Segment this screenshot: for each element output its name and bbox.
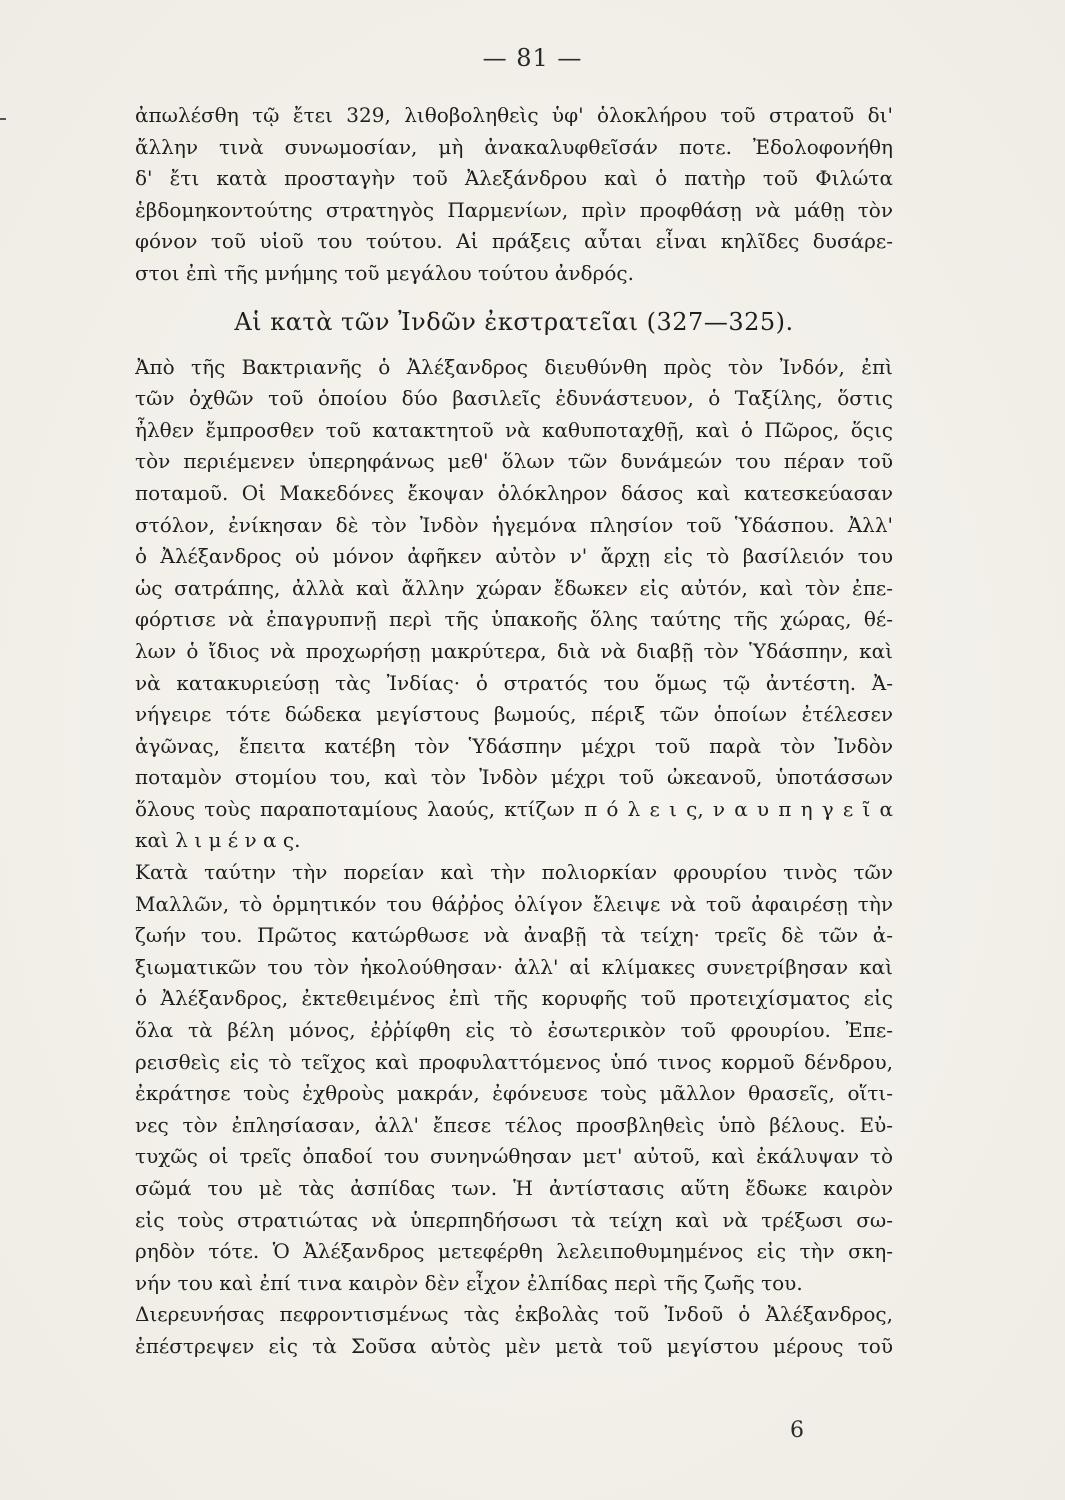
text-line: ἄλλην τινὰ συνωμοσίαν, μὴ ἀνακαλυφθεῖσάν ποτε. Ἐδολοφονήθη — [135, 134, 893, 159]
text-line: ἐκράτησε τοὺς ἐχθροὺς μακράν, ἐφόνευσε τοὺς μᾶλλον θρασεῖς, οἵτι- — [135, 1081, 893, 1106]
text-line: τυχῶς οἱ τρεῖς ὀπαδοί του συνηνώθησαν μετ' αὐτοῦ, καὶ ἐκάλυψαν τὸ — [135, 1144, 893, 1169]
text-line: Διερευνήσας πεφροντισμένως τὰς ἐκβολὰς τοῦ Ἰνδοῦ ὁ Ἀλέξανδρος, — [135, 1302, 893, 1327]
text-line: εἰς τοὺς στρατιώτας νὰ ὑπερπηδήσωσι τὰ τείχη καὶ νὰ τρέξωσι σω- — [135, 1207, 893, 1232]
text-line: ποταμὸν στομίου του, καὶ τὸν Ἰνδὸν μέχρι τοῦ ὠκεανοῦ, ὑποτάσσων — [135, 765, 893, 790]
text-line: νες τὸν ἐπλησίασαν, ἀλλ' ἔπεσε τέλος προσβληθεὶς ὑπὸ βέλους. Εὐ- — [135, 1112, 893, 1137]
text-line: ἦλθεν ἔμπροσθεν τοῦ κατακτητοῦ νὰ καθυποταχθῇ, καὶ ὁ Πῶρος, ὅςις — [135, 417, 893, 442]
text-line: ὁ Ἀλέξανδρος, ἐκτεθειμένος ἐπὶ τῆς κορυφῆς τοῦ προτειχίσματος εἰς — [135, 986, 893, 1011]
text-line: νὰ κατακυριεύσῃ τὰς Ἰνδίας· ὁ στρατός του ὅμως τῷ ἀντέστη. Ἀ- — [135, 670, 893, 695]
text-line: ζωήν του. Πρῶτος κατώρθωσε νὰ ἀναβῇ τὰ τείχη· τρεῖς δὲ τῶν ἀ- — [135, 923, 893, 948]
text-line: ρεισθεὶς εἰς τὸ τεῖχος καὶ προφυλαττόμενος ὑπό τινος κορμοῦ δένδρου, — [135, 1049, 893, 1074]
text-line: Ἀπὸ τῆς Βακτριανῆς ὁ Ἀλέξανδρος διευθύνθη πρὸς τὸν Ἰνδόν, ἐπὶ — [135, 354, 893, 379]
paragraph-3 — [135, 857, 893, 1299]
text-line: λων ὁ ἴδιος νὰ προχωρήσῃ μακρύτερα, διὰ νὰ διαβῇ τὸν Ὑδάσπην, καὶ — [135, 638, 893, 663]
paragraph-2 — [135, 352, 893, 858]
text-line: ὁ Ἀλέξανδρος οὐ μόνον ἀφῆκεν αὐτὸν ν' ἄρχῃ εἰς τὸ βασίλειόν του — [135, 544, 893, 569]
text-line: τῶν ὀχθῶν τοῦ ὁποίου δύο βασιλεῖς ἐδυνάστευον, ὁ Ταξίλης, ὅστις — [135, 386, 893, 411]
text-line: ρηδὸν τότε. Ὁ Ἀλέξανδρος μετεφέρθη λελειποθυμημένος εἰς τὴν σκη- — [135, 1239, 893, 1264]
text-line: ὡς σατράπης, ἀλλὰ καὶ ἄλλην χώραν ἔδωκεν εἰς αὐτόν, καὶ τὸν ἐπε- — [135, 575, 893, 600]
section-heading: Αἱ κατὰ τῶν Ἰνδῶν ἐκστρατεῖαι (327—325). — [234, 307, 794, 336]
text-line: ποταμοῦ. Οἱ Μακεδόνες ἔκοψαν ὁλόκληρον δάσος καὶ κατεσκεύασαν — [135, 480, 893, 505]
text-line: σῶμά του μὲ τὰς ἀσπίδας των. Ἡ ἀντίστασις αὕτη ἔδωκε καιρὸν — [135, 1176, 893, 1200]
paragraph-4 — [135, 1299, 893, 1362]
text-line: ὅλα τὰ βέλη μόνος, ἐῤῥίφθη εἰς τὸ ἐσωτερικὸν τοῦ φρουρίου. Ἐπε- — [135, 1018, 893, 1043]
text-line: φόνον τοῦ υἱοῦ του τούτου. Αἱ πράξεις αὗται εἶναι κηλῖδες δυσάρε- — [135, 229, 893, 254]
text-line: ἀγῶνας, ἔπειτα κατέβη τὸν Ὑδάσπην μέχρι τοῦ παρὰ τὸν Ἰνδὸν — [135, 733, 893, 758]
text-line: στόλον, ἐνίκησαν δὲ τὸν Ἰνδὸν ἡγεμόνα πλησίον τοῦ Ὑδάσπου. Ἀλλ' — [135, 512, 893, 537]
text-line: φόρτισε νὰ ἐπαγρυπνῇ περὶ τῆς ὑπακοῆς ὅλης ταύτης τῆς χώρας, θέ- — [135, 607, 893, 632]
paragraph-1 — [135, 100, 893, 290]
page-number: — 81 — — [482, 44, 583, 72]
text-line: ὅλους τοὺς παραποταμίους λαούς, κτίζων π ό λ ε ι ς, ν α υ π η γ ε ῖ α — [135, 796, 893, 821]
text-line: νήγειρε τότε δώδεκα μεγίστους βωμούς, πέριξ τῶν ὁποίων ἐτέλεσεν — [135, 702, 893, 727]
text-line: ἐπέστρεψεν εἰς τὰ Σοῦσα αὐτὸς μὲν μετὰ τοῦ μεγίστου μέρους τοῦ — [135, 1333, 893, 1358]
text-line: τὸν περιέμενεν ὑπερηφάνως μεθ' ὅλων τῶν δυνάμεών του πέραν τοῦ — [135, 449, 893, 474]
body-text — [135, 100, 893, 1363]
text-line: ἑβδομηκοντούτης στρατηγὸς Παρμενίων, πρὶν προφθάσῃ νὰ μάθῃ τὸν — [135, 197, 893, 222]
text-line: Κατὰ ταύτην τὴν πορείαν καὶ τὴν πολιορκίαν φρουρίου τινὸς τῶν — [135, 860, 893, 885]
signature-mark: 6 — [790, 1418, 804, 1443]
text-line: Μαλλῶν, τὸ ὁρμητικόν του θάῤῥος ὀλίγον ἔλειψε νὰ τοῦ ἀφαιρέσῃ τὴν — [135, 891, 893, 916]
margin-mark — [0, 118, 6, 120]
text-line: στοι ἐπὶ τῆς μνήμης τοῦ μεγάλου τούτου ἀνδρός. — [135, 260, 634, 285]
text-line: ἀπωλέσθη τῷ ἔτει 329, λιθοβοληθεὶς ὑφ' ὁλοκλήρου τοῦ στρατοῦ δι' — [135, 103, 893, 127]
text-line: καὶ λ ι μ έ ν α ς. — [135, 828, 301, 853]
text-line: ξιωματικῶν του τὸν ἠκολούθησαν· ἀλλ' αἱ κλίμακες συνετρίβησαν καὶ — [135, 954, 893, 979]
text-line: νήν του καὶ ἐπί τινα καιρὸν δὲν εἶχον ἐλπίδας περὶ τῆς ζωῆς του. — [135, 1270, 803, 1295]
text-line: δ' ἔτι κατὰ προσταγὴν τοῦ Ἀλεξάνδρου καὶ ὁ πατὴρ τοῦ Φιλώτα — [135, 166, 893, 191]
